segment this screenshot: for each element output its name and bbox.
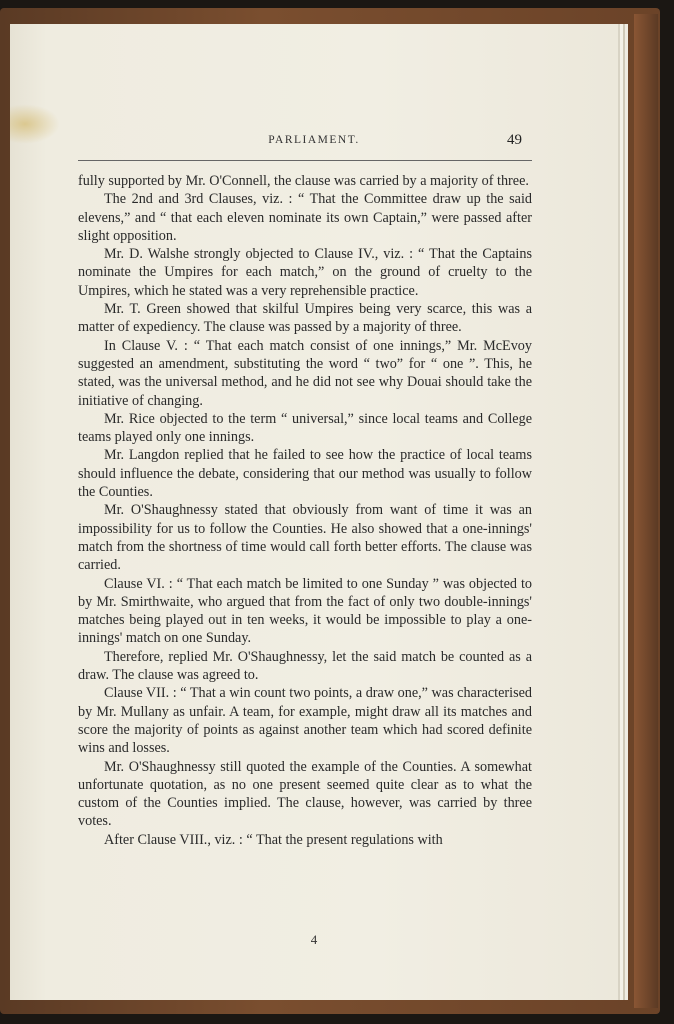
paragraph: Mr. Langdon replied that he failed to see how the practice of local teams should influence the debate, considering that our method was usually to follow the Counties. — [78, 447, 532, 501]
paragraph: Clause VII. : “ That a win count two points, a draw one,” was characterised by Mr. Mullany as unfair. A team, for example, might draw all its matches and score the majority of points as against another team which had scored definite wins and losses. — [78, 685, 532, 757]
book-page — [10, 24, 618, 1000]
paragraph: In Clause V. : “ That each match consist of one innings,” Mr. McEvoy suggested an amendment, substituting the word “ two” for “ one ”. This, he stated, was the universal method, and he did not see why Douai should take the initiative of changing. — [78, 337, 532, 409]
paragraph: Therefore, replied Mr. O'Shaughnessy, let the said match be counted as a draw. The clause was agreed to. — [78, 648, 532, 684]
signature-mark: 4 — [310, 932, 318, 947]
page-number: 49 — [507, 132, 522, 148]
paragraph: Mr. O'Shaughnessy still quoted the example of the Counties. A somewhat unfortunate quotation, as no one present seemed quite clear as to what the custom of the Counties implied. The clause, however, was carried by three votes. — [78, 758, 532, 830]
header-rule — [78, 160, 532, 161]
paragraph: fully supported by Mr. O'Connell, the clause was carried by a majority of three. — [78, 173, 529, 189]
paragraph: The 2nd and 3rd Clauses, viz. : “ That the Committee draw up the said elevens,” and “ that each eleven nominate its own Captain,” were passed after slight opposition. — [78, 191, 532, 244]
paragraph: Mr. T. Green showed that skilful Umpires being very scarce, this was a matter of expediency. The clause was passed by a majority of three. — [78, 301, 532, 336]
paragraph: After Clause VIII., viz. : “ That the present regulations with — [104, 831, 443, 848]
paragraph: Mr. Rice objected to the term “ universal,” since local teams and College teams played only one innings. — [78, 410, 532, 446]
paragraph: Clause VI. : “ That each match be limited to one Sunday ” was objected to by Mr. Smirthwaite, who argued that from the fact of only two double-innings' matches being played out in ten weeks, it would be impossible to play a one-innings' match on one Sunday. — [78, 575, 532, 647]
body-text — [78, 172, 532, 849]
cover-edge — [634, 14, 658, 1008]
page-header — [10, 130, 618, 154]
paragraph: Mr. D. Walshe strongly objected to Clause IV., viz. : “ That the Captains nominate the Umpires for each match,” on the ground of cruelty to the Umpires, which he stated was a very reprehensible practice. — [78, 246, 532, 299]
running-head: PARLIAMENT. — [268, 134, 360, 146]
paragraph: Mr. O'Shaughnessy stated that obviously from want of time it was an impossibility for us to follow the Counties. He also showed that a one-innings' match from the shortness of time would call forth better efforts. The clause was carried. — [78, 502, 532, 574]
